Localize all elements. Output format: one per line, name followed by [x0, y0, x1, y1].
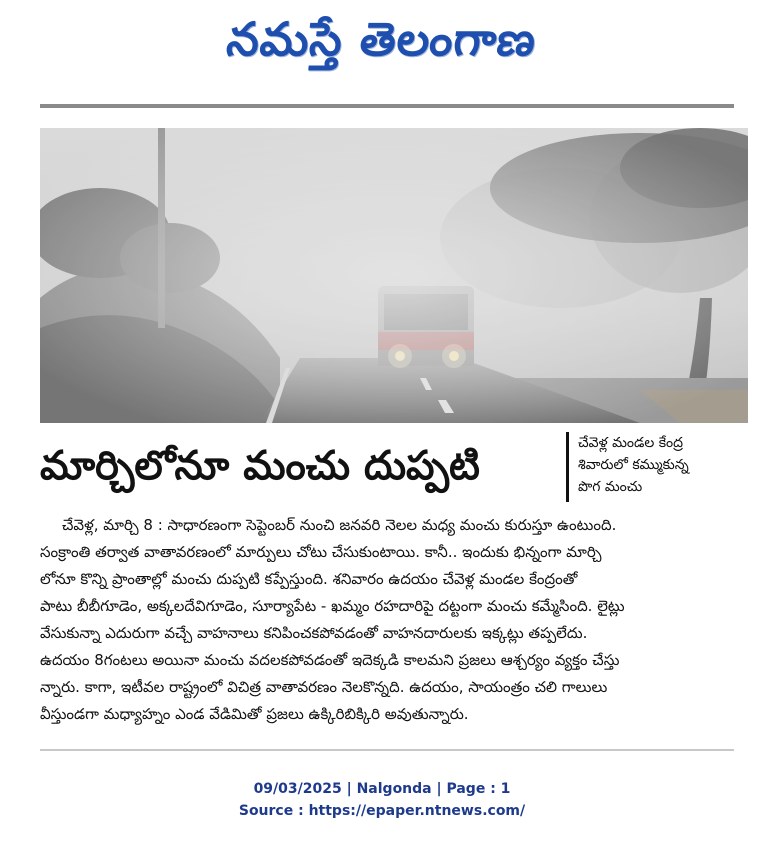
body-line: న్నారు. కాగా, ఇటీవల రాష్ట్రంలో విచిత్ర వాతావరణం నెలకొన్నది. ఉదయం, సాయంత్రం చలి గాలులు: [40, 678, 608, 696]
source-link[interactable]: Source : https://epaper.ntnews.com/: [238, 803, 526, 819]
body-line: వేసుకున్నా ఎదురుగా వచ్చే వాహనాలు కనిపించకపోవడంతో వాహనదారులకు ఇక్కట్లు తప్పలేదు.: [40, 624, 588, 642]
newspaper-logo: నమస్తే తెలంగాణ: [224, 12, 540, 66]
page-footer: [0, 778, 764, 822]
edition-info: 09/03/2025 | Nalgonda | Page : 1: [253, 781, 511, 797]
body-line: వీస్తుండగా మధ్యాహ్నం ఎండ వేడిమితో ప్రజలు ఉక్కిరిబిక్కిరి అవుతున్నారు.: [40, 705, 469, 723]
footer-divider: [40, 749, 734, 751]
photo-caption: [578, 432, 748, 498]
body-line: లోనూ కొన్ని ప్రాంతాల్లో మంచు దుప్పటి కప్పేస్తుంది. శనివారం ఉదయం చేవెళ్ల మండల కేంద్రంతో: [40, 570, 578, 588]
caption-line: పొగ మంచు: [578, 479, 643, 495]
header-divider: [40, 104, 734, 108]
body-line: చేవెళ్ల, మార్చి 8 : సాధారణంగా సెప్టెంబర్ నుంచి జనవరి నెలల మధ్య మంచు కురుస్తూ ఉంటుంది.: [62, 516, 617, 534]
body-line: సంక్రాంతి తర్వాత వాతావరణంలో మార్పులు చోటు చేసుకుంటాయి. కానీ.. ఇందుకు భిన్నంగా మార్చి: [40, 543, 602, 561]
body-line: పాటు బీబీగూడెం, అక్కలదేవిగూడెం, సూర్యాపేట - ఖమ్మం రహదారిపై దట్టంగా మంచు కమ్మేసింది. లైట్లు: [40, 597, 625, 615]
caption-line: చేవెళ్ల మండల కేంద్ర: [578, 435, 684, 451]
masthead: [0, 8, 764, 78]
body-line: ఉదయం 8గంటలు అయినా మంచు వదలకపోవడంతో ఇదెక్కడి కాలమని ప్రజలు ఆశ్చర్యం వ్యక్తం చేస్తు: [40, 651, 620, 669]
caption-divider: [566, 432, 569, 502]
article-body: [40, 512, 752, 728]
caption-line: శివారులో కమ్ముకున్న: [578, 457, 689, 473]
news-photo: [40, 128, 748, 423]
foggy-road-bus-image: [40, 128, 748, 423]
article-headline: మార్చిలోనూ మంచు దుప్పటి: [40, 443, 480, 489]
